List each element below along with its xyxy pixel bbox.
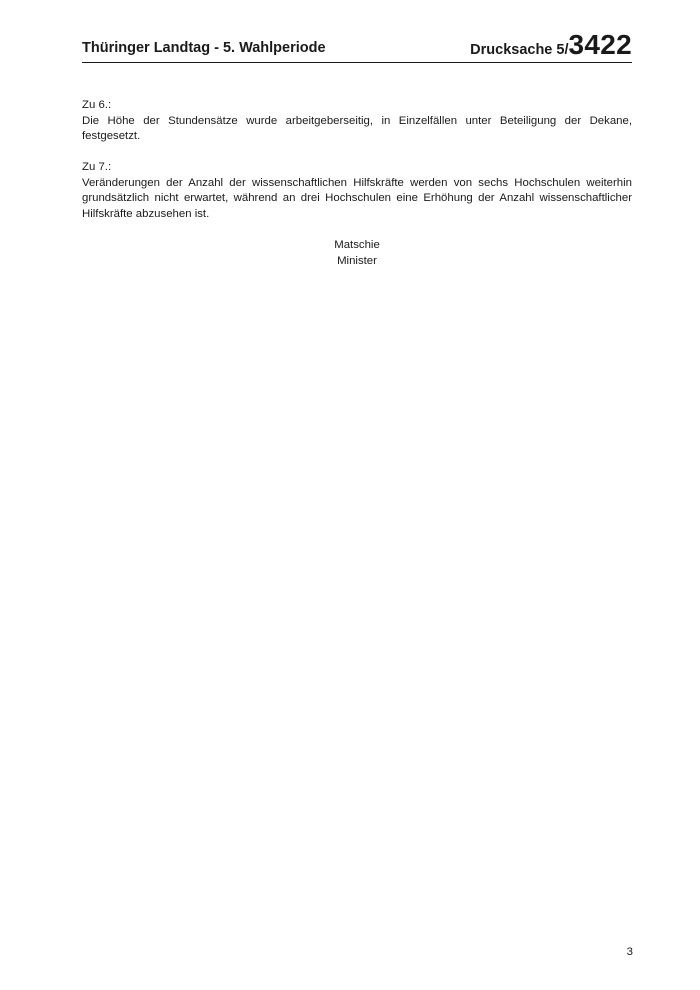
page-header — [82, 28, 632, 63]
document-number-value: 3422 — [568, 29, 632, 60]
answer-section-7 — [82, 160, 632, 222]
section-text: Veränderungen der Anzahl der wissenschaftlichen Hilfskräfte werden von sechs Hochschulen weiterhin grundsätzlich nicht erwartet, während an drei Hochschulen eine Erhöhung der Anzahl wissenschaftlicher Hilfskräfte abzusehen ist. — [82, 176, 632, 220]
document-number-prefix: Drucksache 5/ — [470, 42, 569, 58]
page-number: 3 — [626, 946, 633, 958]
section-heading: Zu 7.: — [82, 161, 112, 173]
signature-block — [82, 238, 632, 269]
document-body — [82, 98, 632, 238]
signatory-title: Minister — [337, 254, 377, 267]
answer-section-6 — [82, 98, 632, 145]
header-title: Thüringer Landtag - 5. Wahlperiode — [82, 40, 326, 56]
section-heading: Zu 6.: — [82, 99, 112, 111]
section-text: Die Höhe der Stundensätze wurde arbeitgeberseitig, in Einzelfällen unter Beteiligung der Dekane, festgesetzt. — [82, 114, 632, 142]
document-number — [470, 31, 632, 59]
signatory-name: Matschie — [334, 239, 380, 251]
